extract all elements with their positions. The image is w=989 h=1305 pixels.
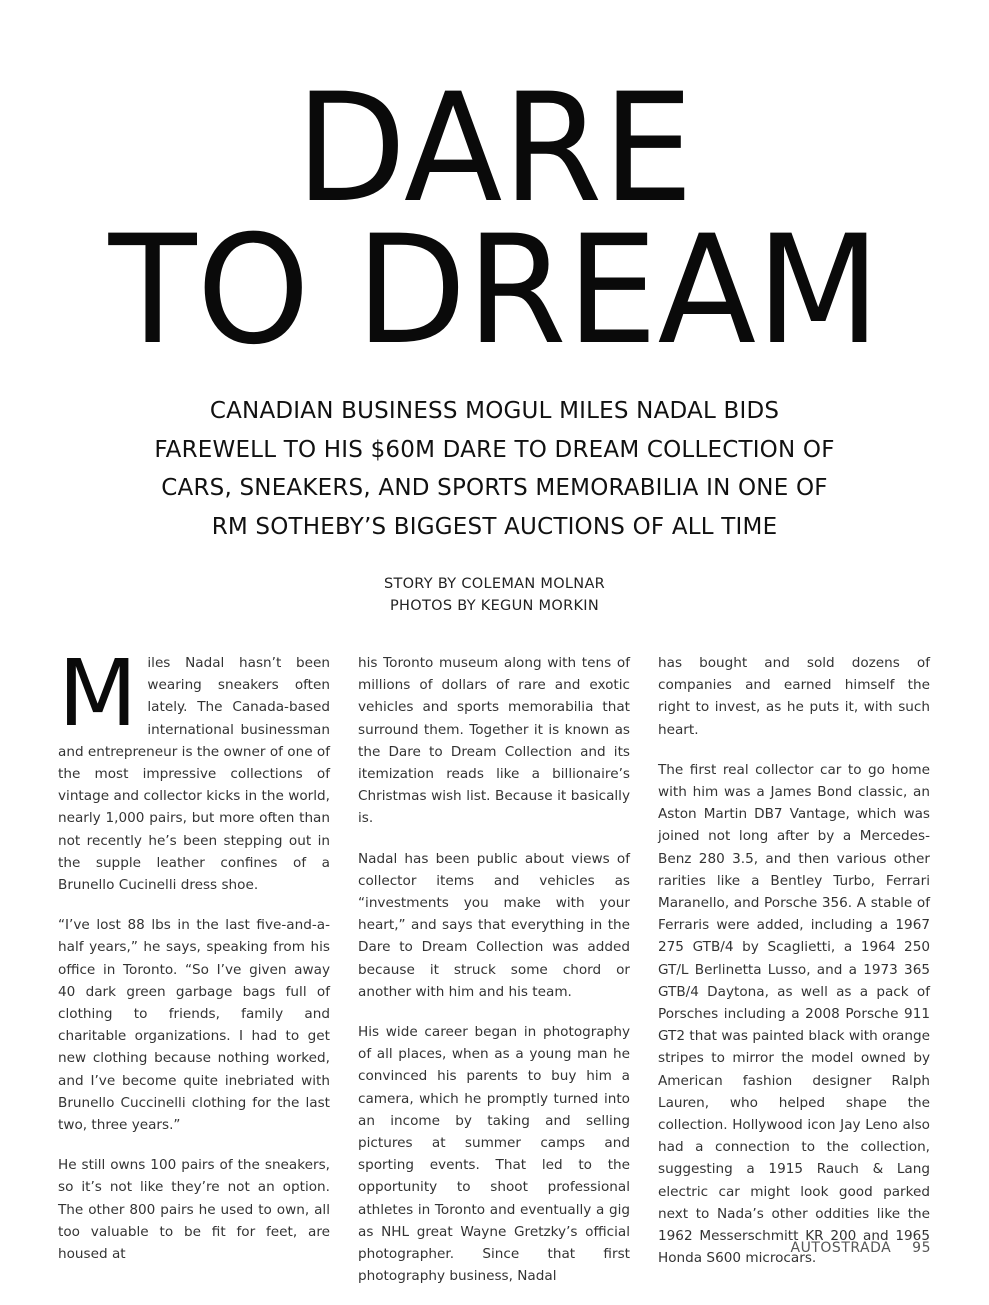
page-number: 95 — [912, 1240, 931, 1256]
paragraph: The first real collector car to go home with him was a James Bond classic, an Aston Martin DB7 Vantage, which was joined not long after by a Mercedes-Benz 280 3.5, and then various other rarities like a Bentley Turbo, Ferrari Maranello, and Porsche 356. A stable of Ferraris were added, including a 1967 275 GTB/4 by Scaglietti, a 1964 250 GT/L Berlinetta Lusso, and a 1973 365 GTB/4 Daytona, as well as a pack of Porsches including a 2008 Porsche 911 GT2 that was painted black with orange stripes to mirror the model owned by American fashion designer Ralph Lauren, who helped shape the collection. Hollywood icon Jay Leno also had a connection to the collection, suggesting a 1915 Rauch & Lang electric car might look good parked next to Nada’s other oddities like the 1962 Messerschmitt KR 200 and 1965 Honda S600 microcars. — [658, 761, 930, 1267]
paragraph — [58, 640, 330, 896]
publication-name: AUTOSTRADA — [790, 1240, 892, 1256]
subtitle — [120, 392, 869, 546]
credits — [0, 573, 989, 617]
drop-cap: M — [58, 640, 138, 747]
paragraph: his Toronto museum along with tens of millions of dollars of rare and exotic vehicles and sports memorabilia that surround them. Together it is known as the Dare to Dream Collection and its itemization reads like a billionaire’s Christmas wish list. Because it basically is. — [358, 655, 630, 827]
article-column-1 — [58, 640, 330, 1283]
paragraph: Nadal has been public about views of collector items and vehicles as “investments you make with your heart,” and says that everything in the Dare to Dream Collection was added because it struck some chord or another with him and his team. — [358, 850, 630, 1000]
article-column-2 — [358, 652, 630, 1305]
subtitle-line: FAREWELL TO HIS $60M DARE TO DREAM COLLECTION OF — [154, 436, 835, 463]
subtitle-line: CANADIAN BUSINESS MOGUL MILES NADAL BIDS — [209, 398, 780, 424]
headline — [0, 62, 989, 378]
paragraph: He still owns 100 pairs of the sneakers, so it’s not like they’re not an option. The other 800 pairs he used to own, all too valuable to be fit for feet, are housed at — [58, 1157, 330, 1263]
paragraph: His wide career began in photography of all places, when as a young man he convinced his parents to buy him a camera, which he promptly turned into an income by taking and selling pictures at summer camps and sporting events. That led to the opportunity to shoot professional athletes in Toronto and eventually a gig as NHL great Wayne Gretzky’s official photographer. Since that first photography business, Nadal — [358, 1024, 630, 1285]
page-footer — [791, 1240, 931, 1256]
photo-credit: PHOTOS BY KEGUN MORKIN — [390, 598, 599, 614]
subtitle-line: CARS, SNEAKERS, AND SPORTS MEMORABILIA IN ONE OF — [161, 475, 828, 501]
paragraph: “I’ve lost 88 lbs in the last five-and-a-half years,” he says, speaking from his office in Toronto. “So I’ve given away 40 dark green garbage bags full of clothing to friends, family and charitable organizations. I had to get new clothing because nothing worked, and I’ve become quite inebriated with Brunello Cuccinelli clothing for the last two, three years.” — [58, 917, 330, 1134]
paragraph: has bought and sold dozens of companies and earned himself the right to invest, as he puts it, with such heart. — [658, 655, 930, 738]
headline-line-2: TO DREAM — [108, 204, 881, 378]
headline-line-1: DARE — [295, 62, 694, 236]
article-column-3 — [658, 652, 930, 1287]
paragraph-text: iles Nadal hasn’t been wearing sneakers often lately. The Canada-based international businessman and entrepreneur is the owner of one of the most impressive collections of vintage and collector kicks in the world, nearly 1,000 pairs, but more often than not recently he’s been stepping out in the supple leather confines of a Brunello Cucinelli dress shoe. — [58, 655, 330, 894]
story-credit: STORY BY COLEMAN MOLNAR — [383, 576, 606, 592]
subtitle-line: RM SOTHEBY’S BIGGEST AUCTIONS OF ALL TIME — [211, 513, 778, 540]
